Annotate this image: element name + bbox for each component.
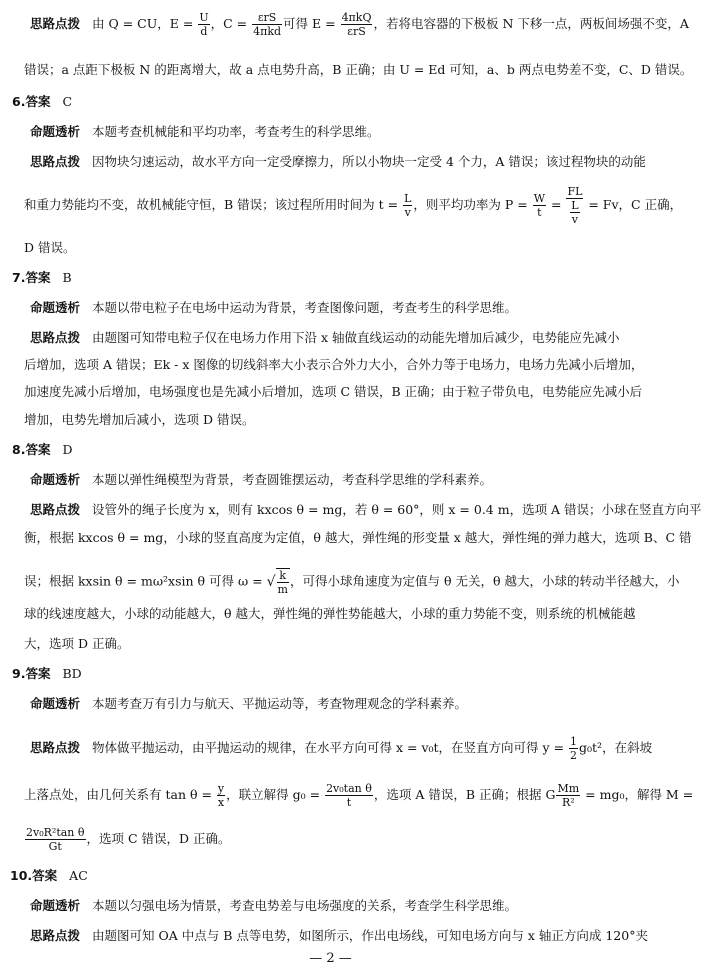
q6-hint-2: 和重力势能均不变，故机械能守恒，B 错误；该过程所用时间为 t = $\frac{L}{v}$ ，则平均功率为 P = $\frac{W}{t}$ = $\frac{FL}{\frac{L}{v}}$ = Fv，C 正确， xyxy=(24,185,683,226)
fraction: $\frac{\text{4πkQ}}{\text{εrS}}$ xyxy=(341,11,372,38)
q7-hint-2: 后增加，选项 A 错误；Ek - x 图像的切线斜率大小表示合外力大小，合外力等于电场力，电场力先减小后增加， xyxy=(24,357,644,372)
q7-intent: 命题透析 本题以带电粒子在电场中运动为背景，考查图像问题，考查考生的科学思维。 xyxy=(30,300,518,315)
q8-hint-4: 球的线速度越大，小球的动能越大，θ 越大，弹性绳的弹性势能越大，小球的重力势能不变，则系统的机械能越 xyxy=(24,606,636,621)
top-line-1: 思路点拨 由 Q = CU，E = $\frac{U}{d}$ ，C = $\frac{\text{εrS}}{\text{4πkd}}$ 可得 E = $\frac{\text{4πkQ}}{\text{εrS}}$ ，若将电容器的下极板 N 下移一点，两板间场强不变，A xyxy=(30,11,689,38)
fraction: $\frac{U}{d}$ xyxy=(199,11,209,38)
q10-hint-1: 思路点拨 由题图可知 OA 中点与 B 点等电势，如图所示，作出电场线，可知电场方向与 x 轴正方向成 120°夹 xyxy=(30,928,648,943)
q8-hint-5: 大，选项 D 正确。 xyxy=(24,636,130,651)
q7-hint-3: 加速度先减小后增加，电场强度也是先减小后增加，选项 C 错误，B 正确；由于粒子带负电，电势能应先减小后 xyxy=(24,384,643,399)
q6-answer: 6.答案 C xyxy=(12,94,73,109)
q6-hint-3: D 错误。 xyxy=(24,240,76,255)
fraction: $\frac{\text{2v₀tan θ}}{t}$ xyxy=(326,782,372,809)
q7-hint-4: 增加，电势先增加后减小，选项 D 错误。 xyxy=(24,412,255,427)
fraction: $\frac{\text{2v₀R²tan θ}}{Gt}$ xyxy=(26,826,85,853)
q6-intent: 命题透析 本题考查机械能和平均功率，考查考生的科学思维。 xyxy=(30,124,380,139)
q10-answer: 10.答案 AC xyxy=(10,868,88,883)
q9-hint-1: 思路点拨 物体做平抛运动，由平抛运动的规律，在水平方向可得 x = v₀t，在竖直方向可得 y = $\frac{1}{2}$ g₀t²，在斜坡 xyxy=(30,735,653,762)
q9-answer: 9.答案 BD xyxy=(12,666,82,681)
hint-label: 思路点拨 xyxy=(30,16,81,31)
q7-answer: 7.答案 B xyxy=(12,270,72,285)
q9-hint-3: $\frac{\text{2v₀R²tan θ}}{Gt}$ ，选项 C 错误，D 正确。 xyxy=(26,826,231,853)
page-number: — 2 — xyxy=(309,951,352,966)
sqrt-symbol: √ $\frac{k}{m}$ xyxy=(266,569,288,596)
q8-hint-3: 误；根据 kxsin θ = mω²xsin θ 可得 ω = √ $\frac{k}{m}$ ，可得小球角速度为定值与 θ 无关，θ 越大，小球的转动半径越大，小 xyxy=(24,569,680,596)
top-line-2: 错误；a 点距下极板 N 的距离增大，故 a 点电势升高，B 正确；由 U = Ed 可知，a、b 两点电势差不变，C、D 错误。 xyxy=(24,62,693,77)
q6-hint-1: 思路点拨 因物块匀速运动，故水平方向一定受摩擦力，所以小物块一定受 4 个力，A 错误；该过程物块的动能 xyxy=(30,154,646,169)
fraction: $\frac{Mm}{\text{R²}}$ xyxy=(557,782,580,809)
fraction: $\frac{y}{x}$ xyxy=(217,782,225,809)
fraction: $\frac{W}{t}$ xyxy=(533,192,546,219)
q9-hint-2: 上落点处，由几何关系有 tan θ = $\frac{y}{x}$ ，联立解得 g₀ = $\frac{\text{2v₀tan θ}}{t}$ ，选项 A 错误，B 正确；根据 G $\frac{Mm}{\text{R²}}$ = mg₀，解得 M = xyxy=(24,782,694,809)
fraction: $\frac{L}{v}$ xyxy=(404,192,412,219)
fraction: $\frac{\text{εrS}}{\text{4πkd}}$ xyxy=(253,11,282,38)
q8-answer: 8.答案 D xyxy=(12,442,73,457)
q7-hint-1: 思路点拨 由题图可知带电粒子仅在电场力作用下沿 x 轴做直线运动的动能先增加后减少，电势能应先减小 xyxy=(30,330,620,345)
q8-hint-2: 衡，根据 kxcos θ = mg，小球的竖直高度为定值，θ 越大，弹性绳的形变量 x 越大，弹性绳的弹力越大，选项 B、C 错 xyxy=(24,530,692,545)
q10-intent: 命题透析 本题以匀强电场为情景，考查电势差与电场强度的关系，考查学生科学思维。 xyxy=(30,898,518,913)
q8-intent: 命题透析 本题以弹性绳模型为背景，考查圆锥摆运动，考查科学思维的学科素养。 xyxy=(30,472,493,487)
q8-hint-1: 思路点拨 设管外的绳子长度为 x，则有 kxcos θ = mg，若 θ = 60°，则 x = 0.4 m，选项 A 错误；小球在竖直方向平 xyxy=(30,502,702,517)
fraction: $\frac{FL}{\frac{L}{v}}$ xyxy=(567,185,583,226)
fraction: $\frac{1}{2}$ xyxy=(570,735,578,762)
q9-intent: 命题透析 本题考查万有引力与航天、平抛运动等，考查物理观念的学科素养。 xyxy=(30,696,468,711)
